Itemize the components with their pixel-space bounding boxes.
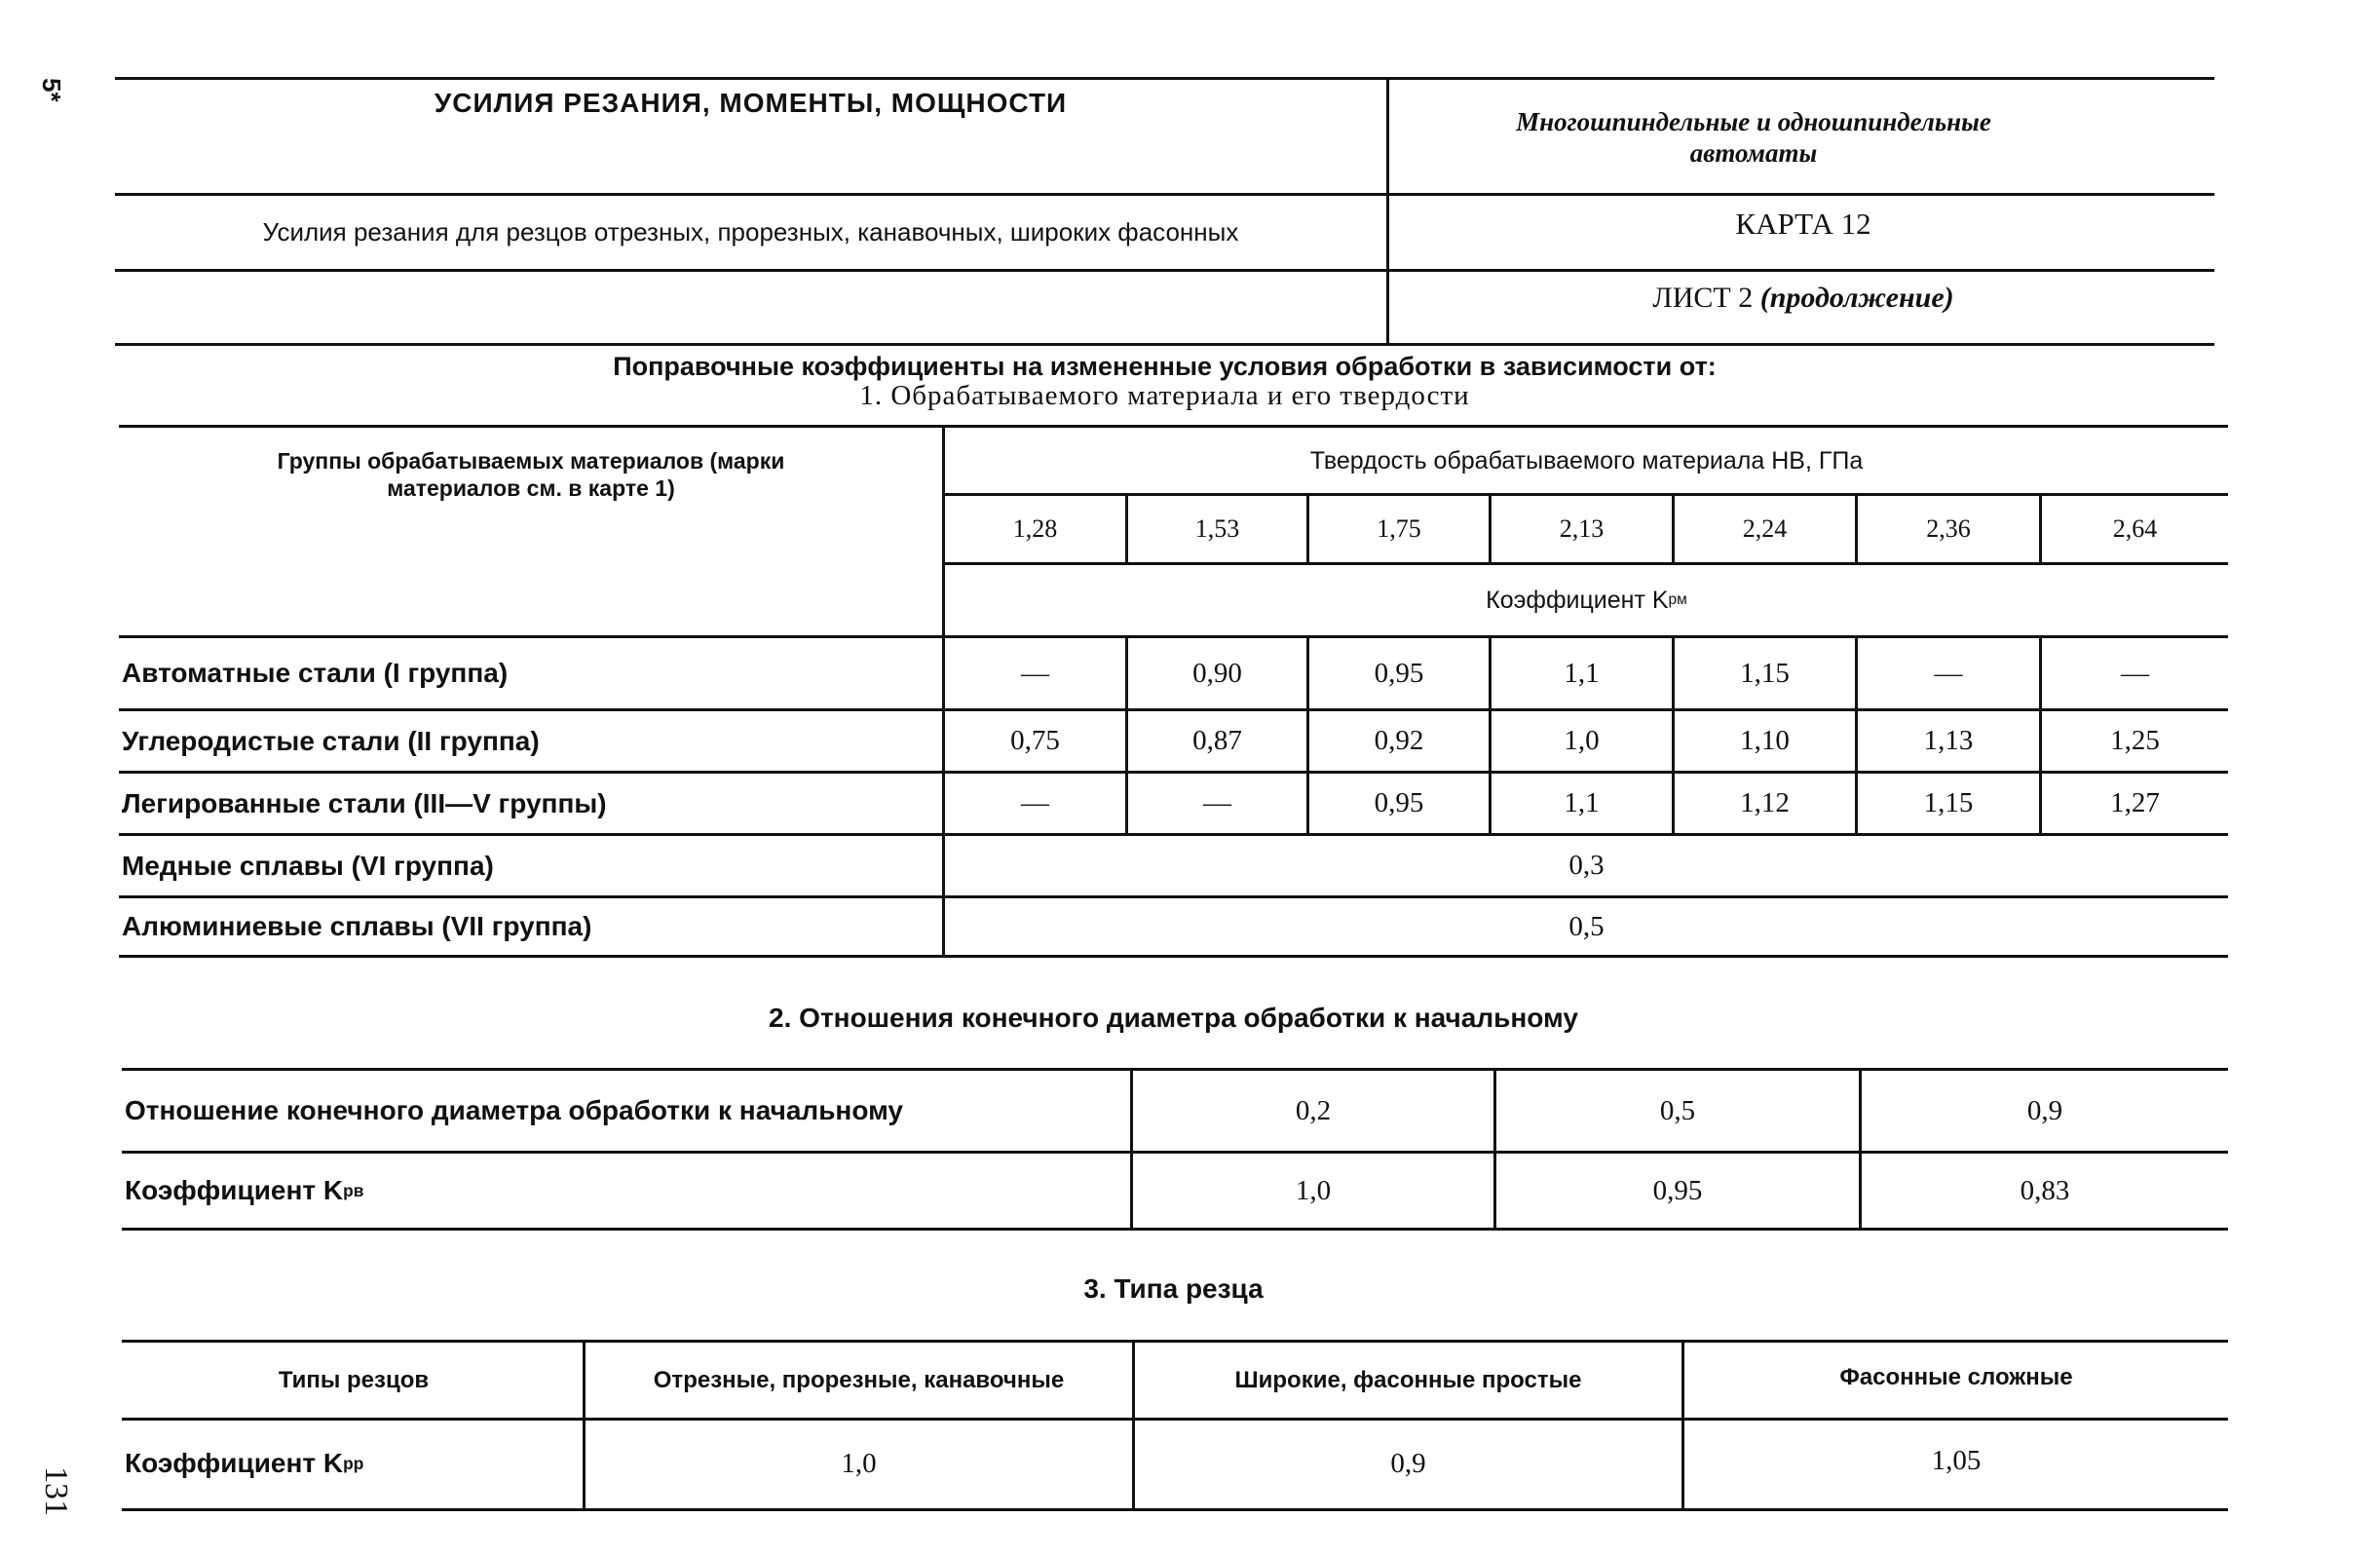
table-cell: — — [1203, 787, 1231, 818]
cutter-type-header: Типы резцов — [278, 1366, 430, 1393]
group-header: Группы обрабатываемых материалов (марки материалов см. в карте 1) — [277, 448, 785, 501]
hardness-value: 1,53 — [1194, 514, 1240, 543]
table-cell: 1,0 — [1564, 725, 1600, 756]
cutter-type-col: Широкие, фасонные простые — [1234, 1366, 1582, 1393]
table-cell: — — [1934, 657, 1963, 689]
table-row-label: Алюминиевые сплавы (VII группа) — [122, 911, 592, 941]
ratio-value: 0,2 — [1295, 1094, 1332, 1126]
coef-value: 0,83 — [2020, 1174, 2070, 1206]
margin-mark: 5* — [37, 78, 66, 102]
hardness-value: 2,13 — [1559, 514, 1605, 543]
table-cell: 1,13 — [1923, 725, 1974, 756]
table-row-label: Медные сплавы (VI группа) — [122, 850, 494, 881]
table-cell: 1,15 — [1923, 787, 1974, 818]
ratio-value: 0,5 — [1659, 1094, 1696, 1126]
table-cell: 0,87 — [1192, 725, 1242, 756]
table-cell: 0,75 — [1010, 725, 1060, 756]
table-row-label: Автоматные стали (I группа) — [122, 658, 509, 688]
ratio-value: 0,9 — [2026, 1094, 2063, 1126]
sheet-label: ЛИСТ 2 — [1652, 282, 1754, 314]
coef-row-sub: рв — [343, 1180, 364, 1200]
table-row-label: Легированные стали (III—V группы) — [122, 787, 607, 818]
table-row-label: Углеродистые стали (II группа) — [122, 725, 540, 756]
cutter-coef-text: Коэффициент K — [125, 1448, 344, 1478]
table-cell: 1,15 — [1740, 657, 1790, 689]
hardness-value: 1,28 — [1012, 514, 1058, 543]
table-cell: — — [1021, 657, 1049, 689]
table-cell: 1,25 — [2110, 725, 2160, 756]
table-cell: — — [2121, 657, 2149, 689]
coef-value: 0,95 — [1652, 1174, 1703, 1206]
sheet-number — [1389, 271, 2217, 325]
table-cell: 1,1 — [1564, 657, 1600, 689]
table-cell: 0,90 — [1192, 657, 1242, 689]
table-cell: 1,1 — [1564, 787, 1600, 818]
coef-row-label — [125, 1154, 1128, 1228]
table-cell: 1,10 — [1740, 725, 1790, 756]
cutter-coef-sub: рр — [343, 1453, 364, 1473]
cutter-type-col: Фасонные сложные — [1839, 1364, 2073, 1390]
coef-label-text: Коэффициент K — [1486, 586, 1669, 614]
section3-title: 3. Типа резца — [1083, 1273, 1264, 1304]
cutter-coef-label — [125, 1421, 581, 1506]
cutter-coef-value: 0,9 — [1390, 1447, 1426, 1479]
table-cell: 1,12 — [1740, 787, 1790, 818]
table-cell: — — [1021, 787, 1049, 818]
coefficient-label — [945, 565, 2228, 635]
table-cell: 0,95 — [1374, 657, 1424, 689]
page-number: 131 — [38, 1466, 74, 1516]
ratio-row-label: Отношение конечного диаметра обработки к начальному — [125, 1095, 903, 1125]
table-cell: 0,92 — [1374, 725, 1424, 756]
coef-value: 1,0 — [1295, 1174, 1332, 1206]
hardness-value: 2,64 — [2112, 514, 2158, 543]
cutter-coef-value: 1,05 — [1931, 1444, 1982, 1476]
hardness-value: 2,24 — [1742, 514, 1788, 543]
hardness-header: Твердость обрабатываемого материала НВ, ГПа — [1309, 446, 1864, 474]
machine-type: Многошпиндельные и одношпиндельные автоматы — [1516, 107, 1991, 168]
table-cell-merged: 0,5 — [1568, 910, 1605, 942]
hardness-value: 1,75 — [1377, 514, 1421, 543]
section2-title: 2. Отношения конечного диаметра обработки к начальному — [769, 1003, 1578, 1033]
coef-row-text: Коэффициент K — [125, 1175, 344, 1205]
table-cell: 1,27 — [2110, 787, 2160, 818]
sheet-note: (продолжение) — [1759, 282, 1954, 314]
page-title: УСИЛИЯ РЕЗАНИЯ, МОМЕНТЫ, МОЩНОСТИ — [434, 88, 1068, 118]
hardness-value: 2,36 — [1926, 514, 1971, 543]
table-cell-merged: 0,3 — [1568, 850, 1605, 881]
section-intro: Поправочные коэффициенты на измененные условия обработки в зависимости от: — [613, 351, 1717, 381]
page-subtitle: Усилия резания для резцов отрезных, прорезных, канавочных, широких фасонных — [262, 216, 1239, 247]
cutter-coef-value: 1,0 — [841, 1447, 877, 1479]
table-cell: 0,95 — [1374, 787, 1424, 818]
cutter-type-col: Отрезные, прорезные, канавочные — [653, 1366, 1065, 1393]
section1-title: 1. Обрабатываемого материала и его твердости — [859, 379, 1470, 411]
coef-label-sub: рм — [1668, 591, 1687, 608]
card-number: КАРТА 12 — [1735, 207, 1871, 241]
